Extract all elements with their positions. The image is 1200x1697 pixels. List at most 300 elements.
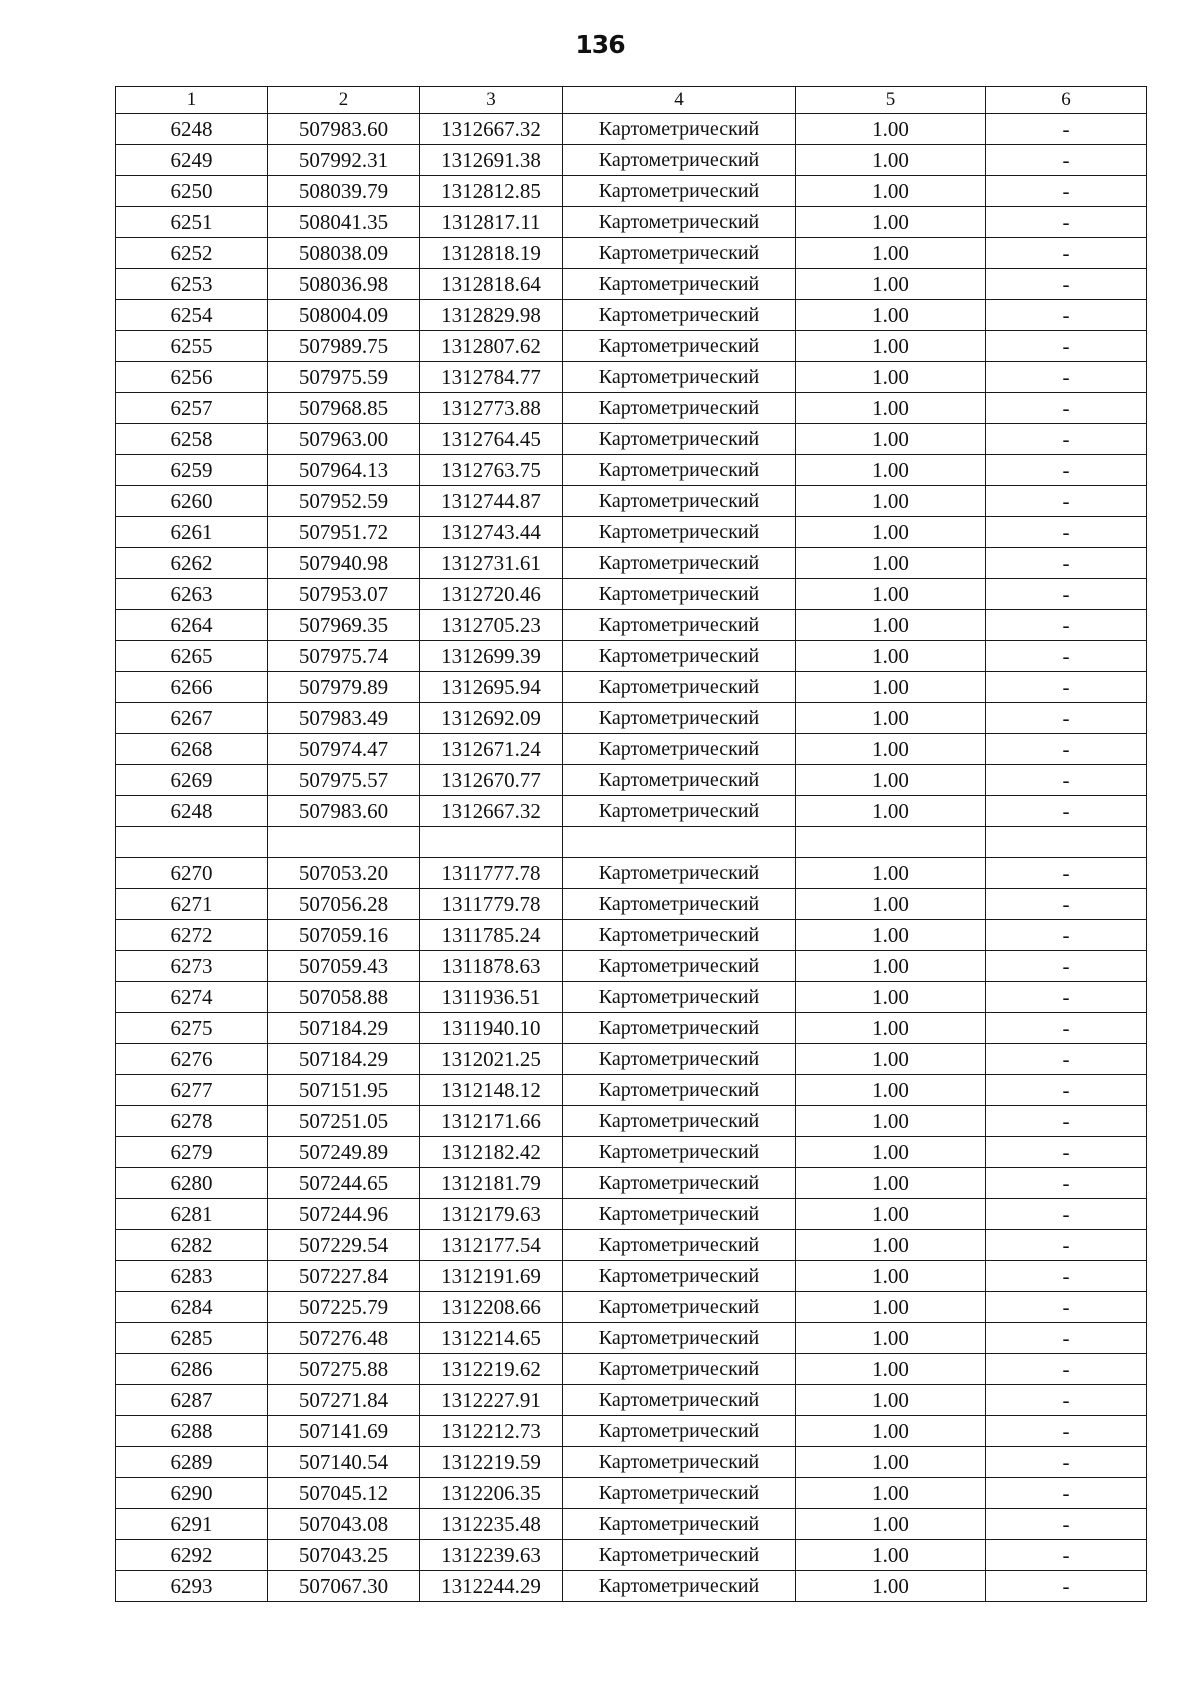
cell-point-number: 6290 [116,1478,268,1509]
cell-accuracy: 1.00 [796,1261,986,1292]
cell-coord-x: 507141.69 [268,1416,420,1447]
cell-point-number: 6278 [116,1106,268,1137]
cell-coord-y: 1312177.54 [420,1230,563,1261]
cell-point-number: 6270 [116,858,268,889]
cell-accuracy: 1.00 [796,1013,986,1044]
cell-method: Картометрический [563,982,796,1013]
cell-coord-y: 1311940.10 [420,1013,563,1044]
cell-coord-x: 507951.72 [268,517,420,548]
table-body [116,87,1147,1602]
cell-accuracy: 1.00 [796,1199,986,1230]
cell-accuracy: 1.00 [796,1106,986,1137]
cell-point-number: 6293 [116,1571,268,1602]
cell-note: - [986,300,1147,331]
cell-coord-y: 1312818.64 [420,269,563,300]
header-cell-1: 1 [116,87,268,114]
cell-coord-x: 508038.09 [268,238,420,269]
cell-coord-y: 1312818.19 [420,238,563,269]
table-row [116,1137,1147,1168]
cell-coord-y: 1312171.66 [420,1106,563,1137]
cell-method: Картометрический [563,1571,796,1602]
cell-coord-x: 507225.79 [268,1292,420,1323]
cell-coord-y: 1312227.91 [420,1385,563,1416]
cell-accuracy: 1.00 [796,1478,986,1509]
cell-point-number: 6248 [116,796,268,827]
cell-coord-x: 507276.48 [268,1323,420,1354]
table-row [116,982,1147,1013]
table-row [116,1540,1147,1571]
cell-note: - [986,1509,1147,1540]
cell-point-number: 6251 [116,207,268,238]
cell-accuracy: 1.00 [796,796,986,827]
cell-method: Картометрический [563,1106,796,1137]
table-row [116,1354,1147,1385]
cell-point-number: 6254 [116,300,268,331]
table-row [116,393,1147,424]
cell-method: Картометрический [563,238,796,269]
cell-coord-x: 507989.75 [268,331,420,362]
cell-accuracy: 1.00 [796,765,986,796]
cell-coord-x [268,827,420,858]
cell-coord-x: 507043.25 [268,1540,420,1571]
cell-note [986,827,1147,858]
cell-method: Картометрический [563,1509,796,1540]
cell-accuracy: 1.00 [796,1075,986,1106]
cell-method: Картометрический [563,269,796,300]
cell-method: Картометрический [563,1292,796,1323]
cell-point-number: 6292 [116,1540,268,1571]
cell-coord-y: 1312021.25 [420,1044,563,1075]
cell-accuracy: 1.00 [796,889,986,920]
cell-point-number: 6282 [116,1230,268,1261]
cell-accuracy: 1.00 [796,300,986,331]
cell-coord-y [420,827,563,858]
cell-note: - [986,1044,1147,1075]
cell-note: - [986,920,1147,951]
cell-coord-x: 507045.12 [268,1478,420,1509]
coordinates-table [115,86,1147,1602]
cell-accuracy: 1.00 [796,269,986,300]
cell-coord-y: 1312695.94 [420,672,563,703]
cell-method: Картометрический [563,455,796,486]
cell-accuracy: 1.00 [796,1230,986,1261]
table-header-row [116,87,1147,114]
cell-coord-y: 1312731.61 [420,548,563,579]
cell-note: - [986,1168,1147,1199]
cell-point-number: 6291 [116,1509,268,1540]
cell-accuracy: 1.00 [796,548,986,579]
cell-accuracy: 1.00 [796,672,986,703]
cell-note: - [986,269,1147,300]
cell-accuracy: 1.00 [796,1540,986,1571]
cell-coord-y: 1312219.59 [420,1447,563,1478]
cell-accuracy: 1.00 [796,858,986,889]
cell-coord-x: 507271.84 [268,1385,420,1416]
cell-note: - [986,610,1147,641]
cell-point-number: 6284 [116,1292,268,1323]
table-row [116,269,1147,300]
table-row [116,1168,1147,1199]
cell-coord-y: 1312239.63 [420,1540,563,1571]
cell-coord-y: 1312691.38 [420,145,563,176]
cell-point-number: 6266 [116,672,268,703]
cell-accuracy: 1.00 [796,455,986,486]
cell-method: Картометрический [563,951,796,982]
cell-coord-y: 1312148.12 [420,1075,563,1106]
cell-accuracy: 1.00 [796,1323,986,1354]
cell-coord-y: 1311878.63 [420,951,563,982]
cell-coord-y: 1312744.87 [420,486,563,517]
table-row [116,1044,1147,1075]
cell-point-number: 6255 [116,331,268,362]
cell-coord-y: 1312214.65 [420,1323,563,1354]
cell-accuracy: 1.00 [796,1168,986,1199]
table-row [116,1013,1147,1044]
cell-point-number: 6268 [116,734,268,765]
cell-method: Картометрический [563,641,796,672]
cell-note: - [986,114,1147,145]
cell-coord-x: 507251.05 [268,1106,420,1137]
cell-method: Картометрический [563,114,796,145]
header-cell-3: 3 [420,87,563,114]
cell-coord-y: 1311785.24 [420,920,563,951]
cell-method: Картометрический [563,703,796,734]
cell-coord-x: 507963.00 [268,424,420,455]
cell-coord-y: 1312179.63 [420,1199,563,1230]
table-row [116,889,1147,920]
cell-method: Картометрический [563,517,796,548]
cell-coord-x: 508041.35 [268,207,420,238]
cell-note: - [986,1075,1147,1106]
table-row [116,703,1147,734]
cell-coord-x: 507974.47 [268,734,420,765]
cell-coord-x: 507059.43 [268,951,420,982]
cell-coord-x: 507983.60 [268,114,420,145]
table-row [116,300,1147,331]
cell-point-number: 6248 [116,114,268,145]
cell-coord-x: 507964.13 [268,455,420,486]
cell-method: Картометрический [563,1416,796,1447]
cell-coord-y: 1312182.42 [420,1137,563,1168]
cell-accuracy: 1.00 [796,1509,986,1540]
cell-method: Картометрический [563,331,796,362]
cell-note: - [986,145,1147,176]
table-row [116,362,1147,393]
cell-note: - [986,207,1147,238]
table-row [116,951,1147,982]
cell-method: Картометрический [563,889,796,920]
header-cell-6: 6 [986,87,1147,114]
cell-point-number: 6275 [116,1013,268,1044]
cell-point-number: 6273 [116,951,268,982]
cell-method: Картометрический [563,610,796,641]
cell-note: - [986,362,1147,393]
table-row [116,734,1147,765]
cell-coord-x: 507975.74 [268,641,420,672]
cell-accuracy: 1.00 [796,1571,986,1602]
cell-point-number: 6280 [116,1168,268,1199]
cell-coord-x: 507140.54 [268,1447,420,1478]
cell-coord-y: 1312692.09 [420,703,563,734]
cell-coord-x: 507184.29 [268,1044,420,1075]
table-row [116,579,1147,610]
table-row [116,424,1147,455]
cell-accuracy: 1.00 [796,1447,986,1478]
cell-accuracy: 1.00 [796,362,986,393]
cell-coord-x: 507983.60 [268,796,420,827]
cell-note: - [986,238,1147,269]
cell-point-number: 6264 [116,610,268,641]
cell-coord-x: 507067.30 [268,1571,420,1602]
cell-coord-x: 508036.98 [268,269,420,300]
cell-note: - [986,1261,1147,1292]
cell-coord-y: 1312244.29 [420,1571,563,1602]
cell-method: Картометрический [563,548,796,579]
cell-accuracy: 1.00 [796,238,986,269]
cell-note: - [986,1230,1147,1261]
cell-note: - [986,1540,1147,1571]
cell-coord-y: 1312817.11 [420,207,563,238]
cell-note: - [986,1354,1147,1385]
cell-note: - [986,1478,1147,1509]
cell-coord-x: 507151.95 [268,1075,420,1106]
cell-accuracy: 1.00 [796,145,986,176]
cell-point-number: 6261 [116,517,268,548]
cell-note: - [986,1385,1147,1416]
cell-accuracy: 1.00 [796,1416,986,1447]
cell-point-number: 6249 [116,145,268,176]
cell-coord-y: 1312235.48 [420,1509,563,1540]
header-cell-5: 5 [796,87,986,114]
cell-note: - [986,579,1147,610]
cell-note: - [986,1292,1147,1323]
cell-note: - [986,765,1147,796]
cell-coord-y: 1311777.78 [420,858,563,889]
cell-point-number: 6258 [116,424,268,455]
table-row [116,796,1147,827]
cell-point-number: 6272 [116,920,268,951]
cell-point-number [116,827,268,858]
cell-coord-y: 1312212.73 [420,1416,563,1447]
cell-method: Картометрический [563,1261,796,1292]
cell-accuracy: 1.00 [796,579,986,610]
cell-note: - [986,331,1147,362]
table-row [116,858,1147,889]
cell-method: Картометрический [563,1075,796,1106]
cell-coord-y: 1312670.77 [420,765,563,796]
cell-note: - [986,982,1147,1013]
cell-coord-y: 1312720.46 [420,579,563,610]
cell-coord-x: 507969.35 [268,610,420,641]
cell-point-number: 6286 [116,1354,268,1385]
cell-method: Картометрический [563,424,796,455]
cell-note: - [986,951,1147,982]
cell-coord-x: 507983.49 [268,703,420,734]
cell-method: Картометрический [563,1478,796,1509]
cell-coord-y: 1312671.24 [420,734,563,765]
cell-accuracy: 1.00 [796,951,986,982]
cell-note: - [986,1447,1147,1478]
cell-coord-y: 1312206.35 [420,1478,563,1509]
cell-coord-x: 507229.54 [268,1230,420,1261]
header-cell-2: 2 [268,87,420,114]
cell-note: - [986,548,1147,579]
cell-method: Картометрический [563,1540,796,1571]
cell-coord-x: 507056.28 [268,889,420,920]
cell-method: Картометрический [563,1168,796,1199]
cell-accuracy: 1.00 [796,1137,986,1168]
cell-method: Картометрический [563,362,796,393]
cell-point-number: 6256 [116,362,268,393]
cell-method: Картометрический [563,672,796,703]
cell-accuracy: 1.00 [796,517,986,548]
cell-note: - [986,1323,1147,1354]
table-row [116,517,1147,548]
cell-method: Картометрический [563,393,796,424]
cell-note: - [986,455,1147,486]
cell-method: Картометрический [563,145,796,176]
table-row [116,920,1147,951]
cell-coord-x: 507968.85 [268,393,420,424]
cell-note: - [986,1571,1147,1602]
cell-method: Картометрический [563,765,796,796]
table-row [116,1416,1147,1447]
cell-accuracy: 1.00 [796,207,986,238]
table-row [116,238,1147,269]
cell-accuracy [796,827,986,858]
cell-note: - [986,672,1147,703]
cell-method: Картометрический [563,796,796,827]
cell-coord-y: 1312181.79 [420,1168,563,1199]
cell-coord-y: 1312699.39 [420,641,563,672]
cell-point-number: 6276 [116,1044,268,1075]
cell-note: - [986,517,1147,548]
cell-coord-x: 507059.16 [268,920,420,951]
cell-note: - [986,1106,1147,1137]
cell-coord-y: 1312705.23 [420,610,563,641]
cell-accuracy: 1.00 [796,734,986,765]
cell-method: Картометрический [563,207,796,238]
table-row [116,610,1147,641]
cell-point-number: 6271 [116,889,268,920]
cell-method: Картометрический [563,1137,796,1168]
cell-method: Картометрический [563,1199,796,1230]
cell-method: Картометрический [563,734,796,765]
cell-method: Картометрический [563,176,796,207]
cell-method: Картометрический [563,1013,796,1044]
cell-accuracy: 1.00 [796,424,986,455]
cell-note: - [986,734,1147,765]
cell-method: Картометрический [563,579,796,610]
cell-point-number: 6263 [116,579,268,610]
table-row [116,1478,1147,1509]
cell-method: Картометрический [563,300,796,331]
cell-point-number: 6259 [116,455,268,486]
cell-method: Картометрический [563,858,796,889]
table-row [116,1199,1147,1230]
header-cell-4: 4 [563,87,796,114]
table-row [116,1509,1147,1540]
cell-coord-x: 508004.09 [268,300,420,331]
cell-note: - [986,424,1147,455]
cell-accuracy: 1.00 [796,393,986,424]
table-row [116,1447,1147,1478]
cell-point-number: 6269 [116,765,268,796]
cell-coord-y: 1312812.85 [420,176,563,207]
cell-coord-y: 1312667.32 [420,114,563,145]
cell-coord-y: 1312743.44 [420,517,563,548]
cell-accuracy: 1.00 [796,641,986,672]
table-row [116,145,1147,176]
cell-coord-y: 1312764.45 [420,424,563,455]
cell-coord-y: 1312784.77 [420,362,563,393]
cell-accuracy: 1.00 [796,1354,986,1385]
cell-method: Картометрический [563,920,796,951]
cell-point-number: 6260 [116,486,268,517]
cell-method: Картометрический [563,1354,796,1385]
page-number: 136 [575,30,625,59]
table-row [116,1261,1147,1292]
cell-accuracy: 1.00 [796,1044,986,1075]
cell-coord-x: 507249.89 [268,1137,420,1168]
cell-note: - [986,703,1147,734]
cell-coord-y: 1312219.62 [420,1354,563,1385]
cell-coord-x: 507275.88 [268,1354,420,1385]
cell-note: - [986,641,1147,672]
cell-note: - [986,1013,1147,1044]
table-row [116,1230,1147,1261]
cell-coord-y: 1312208.66 [420,1292,563,1323]
cell-coord-y: 1312829.98 [420,300,563,331]
cell-accuracy: 1.00 [796,331,986,362]
table-row [116,176,1147,207]
table-row [116,1571,1147,1602]
cell-coord-x: 507058.88 [268,982,420,1013]
cell-accuracy: 1.00 [796,703,986,734]
cell-method: Картометрический [563,1385,796,1416]
cell-coord-y: 1311936.51 [420,982,563,1013]
cell-coord-x: 507979.89 [268,672,420,703]
cell-coord-x: 507975.59 [268,362,420,393]
cell-point-number: 6277 [116,1075,268,1106]
cell-note: - [986,858,1147,889]
cell-method: Картометрический [563,486,796,517]
table-row [116,1106,1147,1137]
cell-note: - [986,393,1147,424]
table-row [116,455,1147,486]
cell-point-number: 6274 [116,982,268,1013]
cell-point-number: 6289 [116,1447,268,1478]
cell-point-number: 6279 [116,1137,268,1168]
cell-coord-y: 1311779.78 [420,889,563,920]
cell-note: - [986,1199,1147,1230]
cell-note: - [986,176,1147,207]
cell-coord-x: 508039.79 [268,176,420,207]
cell-method [563,827,796,858]
cell-point-number: 6288 [116,1416,268,1447]
cell-coord-y: 1312667.32 [420,796,563,827]
table-row [116,1075,1147,1106]
cell-coord-x: 507043.08 [268,1509,420,1540]
cell-coord-x: 507184.29 [268,1013,420,1044]
cell-point-number: 6281 [116,1199,268,1230]
cell-accuracy: 1.00 [796,1385,986,1416]
table-row [116,1385,1147,1416]
cell-point-number: 6250 [116,176,268,207]
cell-method: Картометрический [563,1044,796,1075]
cell-note: - [986,1416,1147,1447]
cell-note: - [986,796,1147,827]
